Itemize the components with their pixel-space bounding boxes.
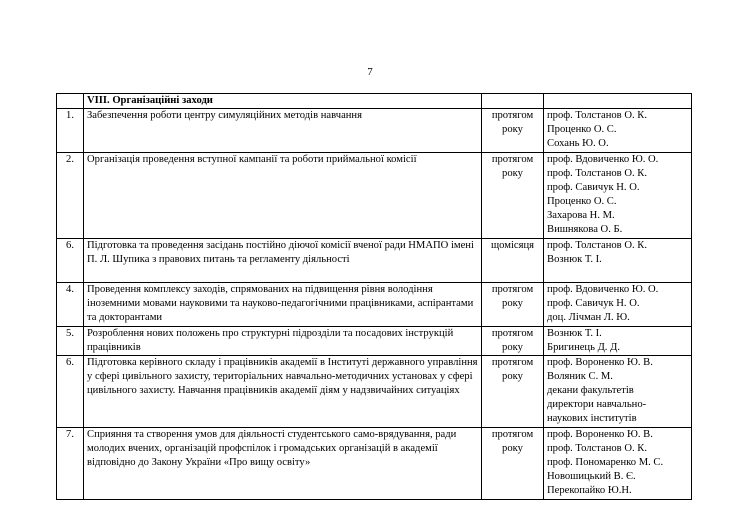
responsible-person: проф. Пономаренко М. С. — [547, 457, 664, 468]
term-line: року — [502, 124, 523, 135]
responsible-person: Сохань Ю. О. — [547, 138, 609, 149]
section-header-term-cell — [482, 94, 544, 109]
event-term — [482, 239, 544, 283]
term-line: року — [502, 443, 523, 454]
row-number: 6. — [57, 356, 84, 428]
responsible-person: Воляник С. М. — [547, 371, 613, 382]
responsible-persons — [544, 356, 692, 428]
responsible-person: проф. Вороненко Ю. В. — [547, 429, 653, 440]
responsible-person: Вознюк Т. І. — [547, 254, 602, 265]
event-term — [482, 327, 544, 356]
term-line: протягом — [491, 284, 534, 295]
responsible-person: декани факультетів — [547, 385, 634, 396]
event-description: Розроблення нових положень про структурні підрозділи та посадових інструкцій працівників — [84, 327, 482, 356]
table-row — [57, 153, 692, 239]
section-header-num-cell — [57, 94, 84, 109]
term-line: року — [502, 342, 523, 353]
event-term — [482, 109, 544, 153]
row-number: 2. — [57, 153, 84, 239]
event-term — [482, 428, 544, 500]
responsible-person: проф. Савичук Н. О. — [547, 182, 640, 193]
responsible-person: проф. Вороненко Ю. В. — [547, 357, 653, 368]
responsible-person: Вознюк Т. І. — [547, 328, 602, 339]
term-line: щомісяця — [490, 240, 535, 251]
responsible-persons — [544, 428, 692, 500]
table-row — [57, 109, 692, 153]
row-number: 6. — [57, 239, 84, 283]
term-line: протягом — [491, 154, 534, 165]
term-line: протягом — [491, 110, 534, 121]
row-number: 1. — [57, 109, 84, 153]
event-term — [482, 356, 544, 428]
responsible-persons — [544, 283, 692, 327]
responsible-person: проф. Толстанов О. К. — [547, 168, 647, 179]
event-description: Підготовка та проведення засідань постійно діючої комісії вченої ради НМАПО імені П. Л. Шупика з правових питань та регламенту діяльності — [84, 239, 482, 283]
row-number: 5. — [57, 327, 84, 356]
responsible-person: директори навчально- — [547, 399, 647, 410]
table-row — [57, 283, 692, 327]
event-description: Сприяння та створення умов для діяльності студентського само-врядування, ради молодих вчених, організацій профспілок і громадських організацій в академії відповідно до Закону України «Про вищу освіту» — [84, 428, 482, 500]
responsible-person: проф. Толстанов О. К. — [547, 443, 647, 454]
responsible-person: проф. Вдовиченко Ю. О. — [547, 284, 659, 295]
row-number: 7. — [57, 428, 84, 500]
table-row — [57, 428, 692, 500]
responsible-person: проф. Толстанов О. К. — [547, 110, 647, 121]
responsible-person: проф. Толстанов О. К. — [547, 240, 647, 251]
event-description: Організація проведення вступної кампанії та роботи приймальної комісії — [84, 153, 482, 239]
section-title: VIII. Організаційні заходи — [84, 94, 482, 109]
responsible-persons — [544, 239, 692, 283]
responsible-person: Захарова Н. М. — [547, 210, 615, 221]
responsible-person: доц. Лічман Л. Ю. — [547, 312, 630, 323]
responsible-person: Проценко О. С. — [547, 196, 617, 207]
responsible-person: Проценко О. С. — [547, 124, 617, 135]
table-row — [57, 239, 692, 283]
event-term — [482, 153, 544, 239]
row-number: 4. — [57, 283, 84, 327]
term-line: року — [502, 168, 523, 179]
term-line: року — [502, 371, 523, 382]
responsible-person: Новошицький В. Є. — [547, 471, 636, 482]
table-row — [57, 356, 692, 428]
event-description: Забезпечення роботи центру симуляційних методів навчання — [84, 109, 482, 153]
term-line: року — [502, 298, 523, 309]
responsible-person: Вишнякова О. Б. — [547, 224, 623, 235]
event-description: Проведення комплексу заходів, спрямованих на підвищення рівня володіння іноземними мовами науковими та науково-педагогічними працівниками, аспірантами та докторантами — [84, 283, 482, 327]
organizational-events-table — [56, 93, 692, 500]
term-line: протягом — [491, 357, 534, 368]
responsible-persons — [544, 327, 692, 356]
term-line: протягом — [491, 328, 534, 339]
page-number: 7 — [367, 66, 373, 78]
responsible-person: проф. Савичук Н. О. — [547, 298, 640, 309]
event-description: Підготовка керівного складу і працівників академії в Інституті державного управління у сфері цивільного захисту, територіальних навчально-методичних установах у сфері цивільного захисту. Навчання працівників академії діям у надзвичайних ситуаціях — [84, 356, 482, 428]
responsible-persons — [544, 153, 692, 239]
responsible-person: Перекопайко Ю.Н. — [547, 485, 632, 496]
section-header-resp-cell — [544, 94, 692, 109]
responsible-person: проф. Вдовиченко Ю. О. — [547, 154, 659, 165]
table-row — [57, 327, 692, 356]
event-term — [482, 283, 544, 327]
responsible-persons — [544, 109, 692, 153]
responsible-person: наукових інститутів — [547, 413, 637, 424]
term-line: протягом — [491, 429, 534, 440]
section-header-row — [57, 94, 692, 109]
responsible-person: Бригинець Д. Д. — [547, 342, 620, 353]
